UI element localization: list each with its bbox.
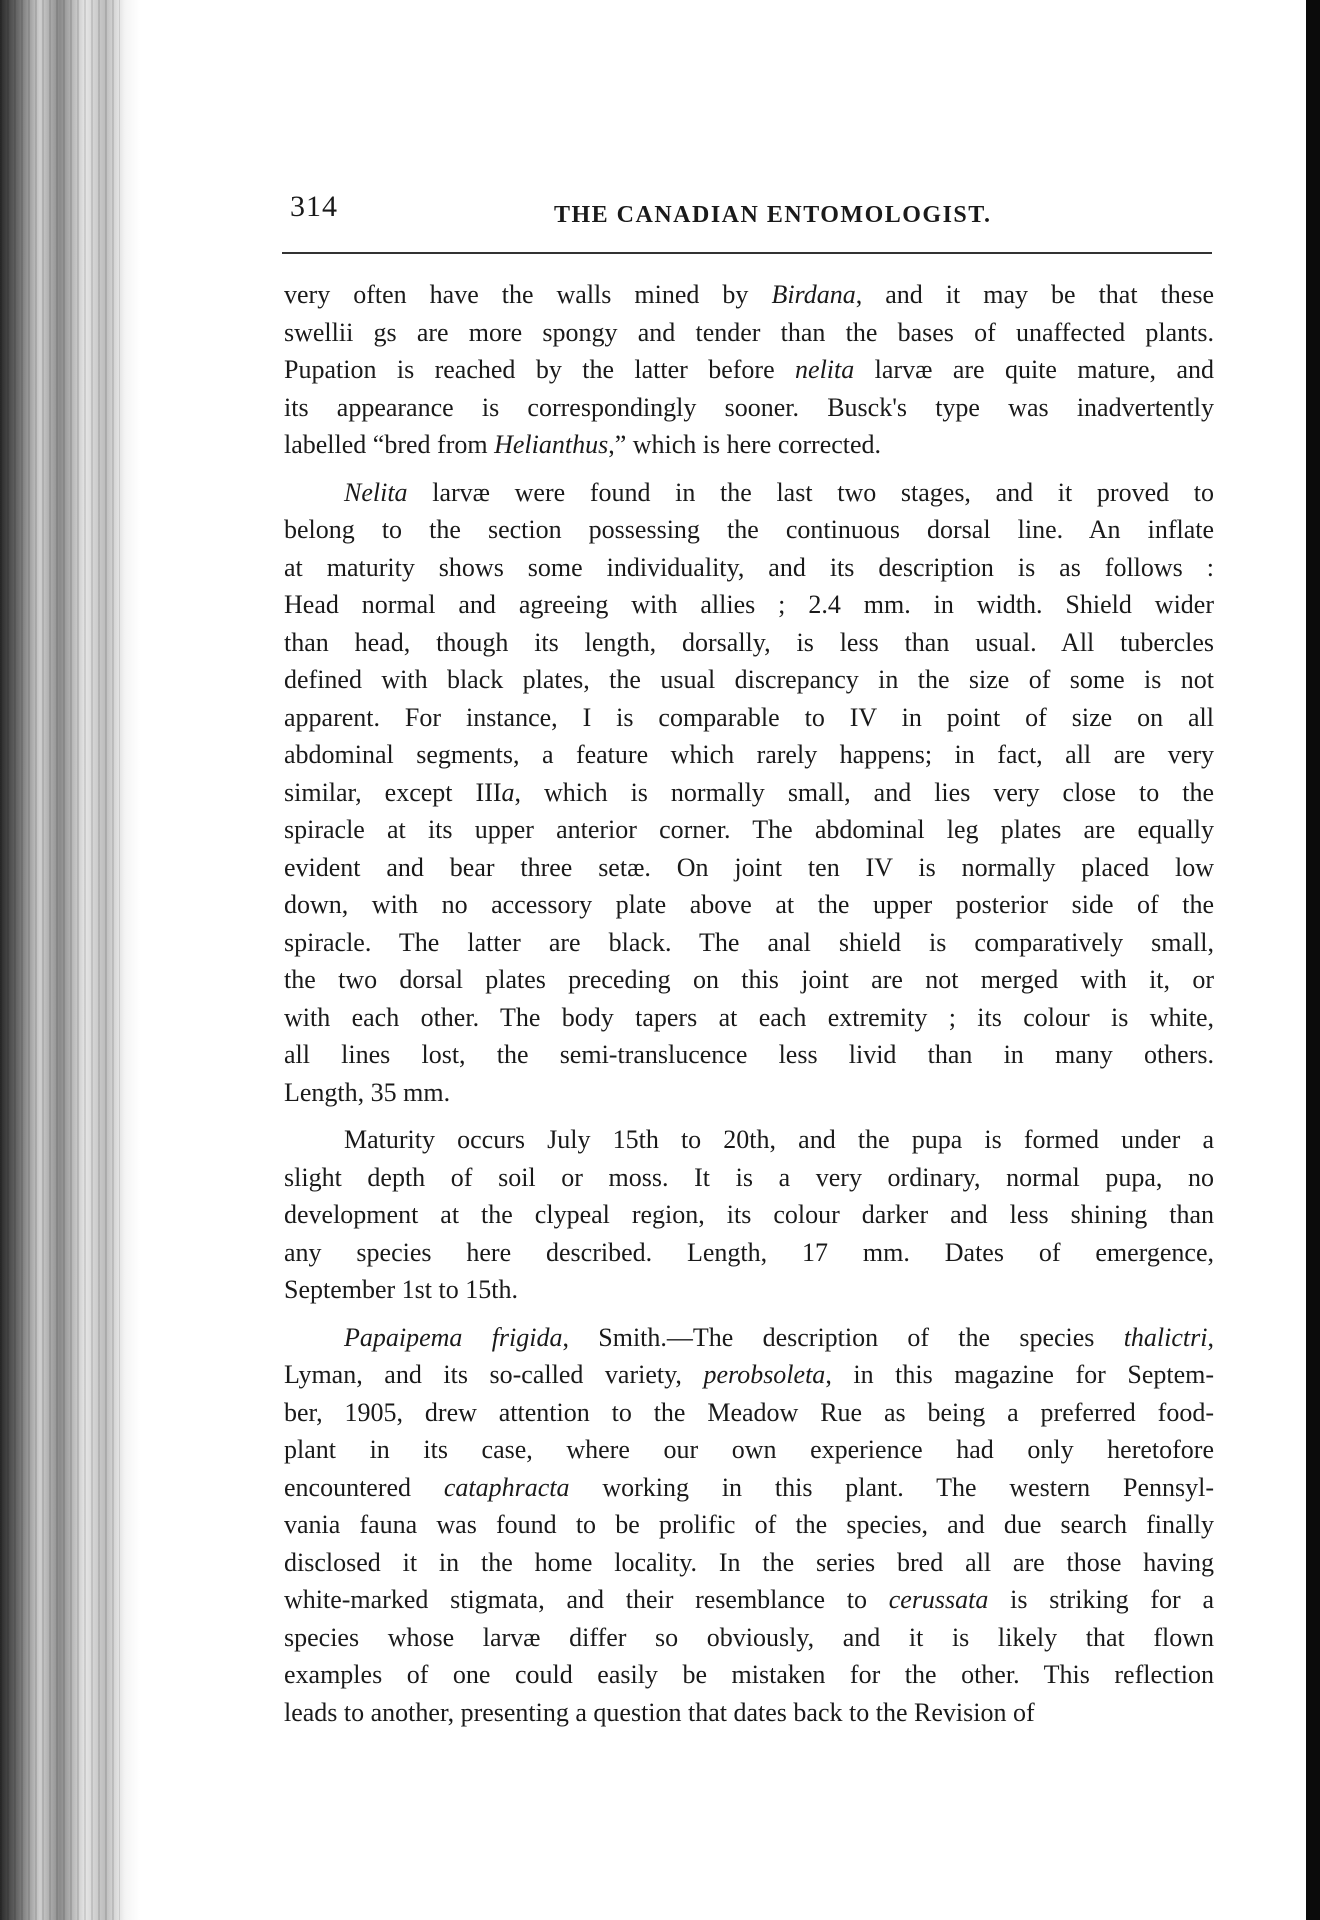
- italic-term: a: [501, 777, 515, 807]
- text-line: Maturity occurs July 15th to 20th, and the pupa is formed under a: [344, 1125, 1214, 1154]
- text-line: its appearance is correspondingly sooner. Busck's type was inadvertently: [284, 392, 1214, 422]
- text-line: vania fauna was found to be prolific of the species, and due search finally: [284, 1510, 1214, 1539]
- paragraph: [284, 1121, 1214, 1309]
- page-right-edge: [1306, 0, 1320, 1920]
- text-line: Papaipema frigida, Smith.—The description of the species thalictri,: [344, 1322, 1214, 1352]
- text-line: Length, 35 mm.: [284, 1077, 451, 1107]
- body-text: [284, 276, 1214, 1731]
- text-line: Nelita larvæ were found in the last two stages, and it proved to: [344, 477, 1214, 507]
- text-line: abdominal segments, a feature which rarely happens; in fact, all are very: [284, 740, 1214, 769]
- text-line: examples of one could easily be mistaken for the other. This reflection: [284, 1660, 1214, 1689]
- text-line: plant in its case, where our own experience had only heretofore: [284, 1435, 1214, 1464]
- page-edge-stripes: [0, 0, 120, 1920]
- text-line: September 1st to 15th.: [284, 1275, 518, 1304]
- text-line: leads to another, presenting a question that dates back to the Revision of: [284, 1697, 1035, 1727]
- italic-term: perobsoleta: [703, 1360, 826, 1389]
- text-line: slight depth of soil or moss. It is a very ordinary, normal pupa, no: [284, 1162, 1214, 1192]
- text-line: labelled “bred from Helianthus,” which is here corrected.: [284, 430, 882, 459]
- text-line: apparent. For instance, I is comparable to IV in point of size on all: [284, 702, 1214, 732]
- italic-term: nelita: [795, 355, 855, 384]
- text-line: than head, though its length, dorsally, is less than usual. All tubercles: [284, 627, 1214, 657]
- text-line: belong to the section possessing the continuous dorsal line. An inflate: [284, 515, 1214, 544]
- text-line: all lines lost, the semi-translucence less livid than in many others.: [284, 1040, 1214, 1069]
- text-line: species whose larvæ differ so obviously, and it is likely that flown: [284, 1622, 1214, 1652]
- text-line: swellii gs are more spongy and tender than the bases of unaffected plants.: [284, 317, 1214, 347]
- italic-term: cerussata: [888, 1585, 989, 1614]
- text-line: development at the clypeal region, its colour darker and less shining than: [284, 1200, 1214, 1229]
- italic-term: thalictri: [1123, 1322, 1208, 1352]
- italic-term: cataphracta: [443, 1472, 570, 1502]
- text-line: defined with black plates, the usual discrepancy in the size of some is not: [284, 665, 1214, 694]
- text-line: ber, 1905, drew attention to the Meadow Rue as being a preferred food-: [284, 1397, 1214, 1427]
- paragraph: [284, 276, 1214, 464]
- italic-term: Papaipema frigida: [344, 1322, 563, 1352]
- text-line: Head normal and agreeing with allies ; 2.4 mm. in width. Shield wider: [284, 590, 1214, 619]
- italic-term: Birdana: [771, 280, 856, 309]
- page-number: 314: [290, 190, 338, 223]
- text-line: Pupation is reached by the latter before nelita larvæ are quite mature, and: [284, 355, 1214, 384]
- text-line: the two dorsal plates preceding on this joint are not merged with it, or: [284, 965, 1214, 994]
- text-line: spiracle. The latter are black. The anal shield is comparatively small,: [284, 927, 1214, 957]
- text-line: evident and bear three setæ. On joint ten IV is normally placed low: [284, 852, 1214, 882]
- text-line: very often have the walls mined by Birdana, and it may be that these: [284, 280, 1214, 309]
- italic-term: Helianthus: [494, 430, 609, 459]
- text-line: encountered cataphracta working in this plant. The western Pennsyl-: [284, 1472, 1215, 1502]
- text-line: Lyman, and its so-called variety, perobsoleta, in this magazine for Septem-: [284, 1360, 1214, 1389]
- paragraph: [284, 474, 1214, 1112]
- running-title: THE CANADIAN ENTOMOLOGIST.: [554, 202, 992, 228]
- paragraph: [284, 1319, 1214, 1732]
- text-line: similar, except IIIa, which is normally small, and lies very close to the: [284, 777, 1214, 807]
- text-line: spiracle at its upper anterior corner. The abdominal leg plates are equally: [284, 815, 1214, 844]
- text-line: disclosed it in the home locality. In the series bred all are those having: [284, 1547, 1214, 1577]
- italic-term: Nelita: [344, 477, 408, 507]
- text-line: any species here described. Length, 17 mm. Dates of emergence,: [284, 1237, 1214, 1267]
- text-line: with each other. The body tapers at each extremity ; its colour is white,: [284, 1002, 1214, 1032]
- text-line: down, with no accessory plate above at the upper posterior side of the: [284, 890, 1214, 919]
- header-rule: [282, 252, 1212, 254]
- text-line: white-marked stigmata, and their resemblance to cerussata is striking for a: [284, 1585, 1214, 1614]
- text-line: at maturity shows some individuality, and its description is as follows :: [284, 552, 1214, 582]
- page-header: [290, 190, 1210, 240]
